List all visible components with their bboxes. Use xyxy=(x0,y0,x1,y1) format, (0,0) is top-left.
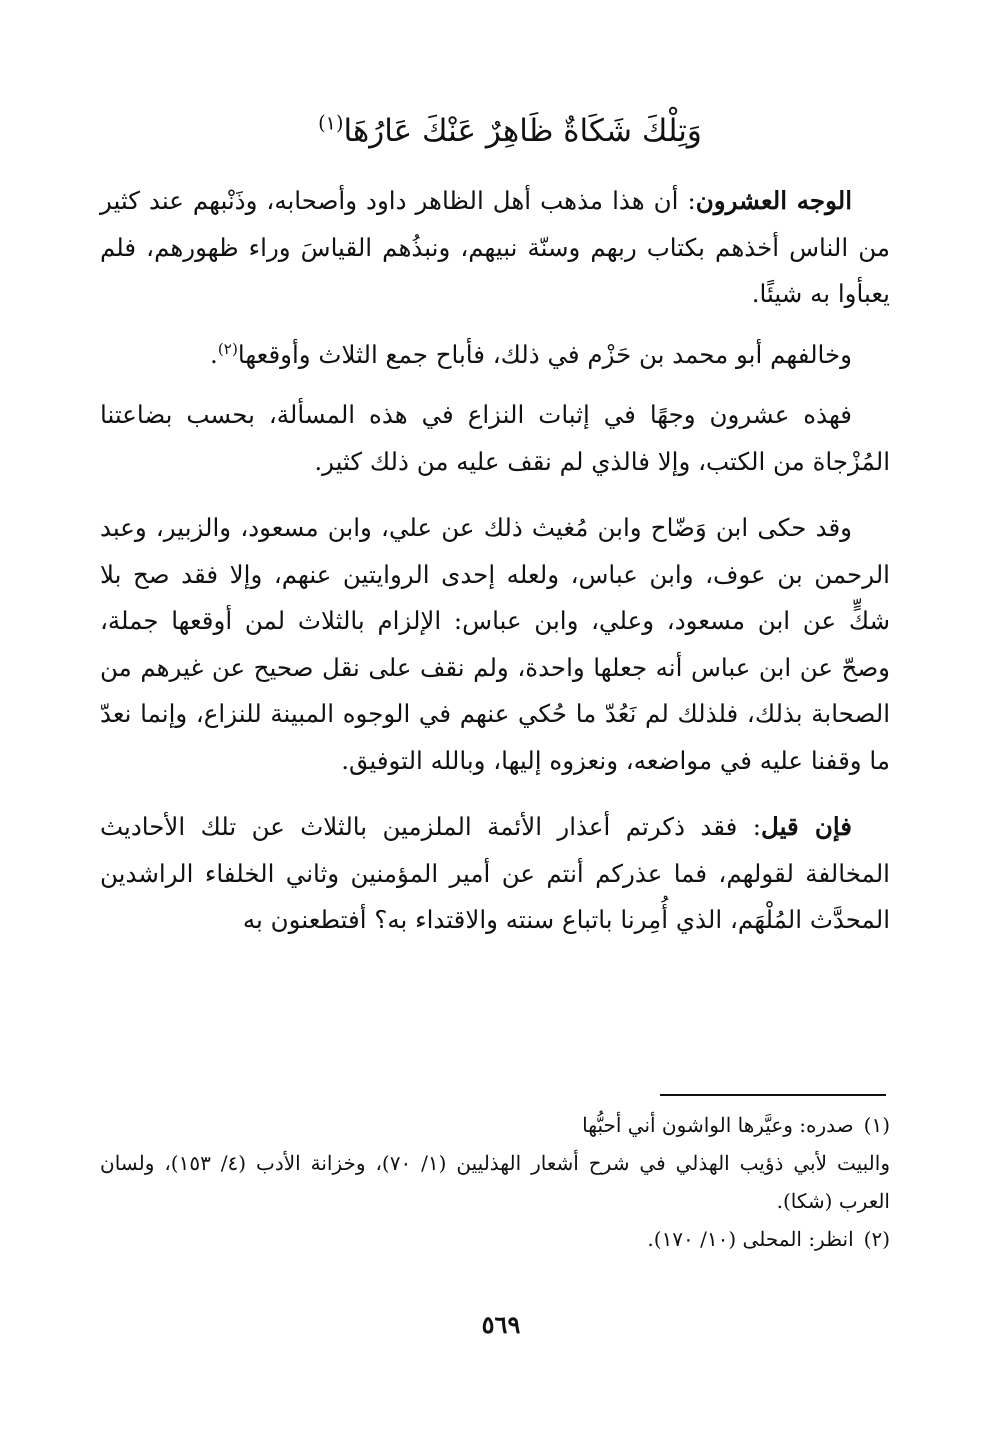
footnote-divider xyxy=(660,1094,886,1096)
paragraph-text: وقد حكى ابن وَضّاح وابن مُغيث ذلك عن علي، وابن مسعود، والزبير، وعبد الرحمن بن عوف، وابن عباس، ولعله إحدى الروايتين عنهم، وإلا فقد صح بلا شكٍّ عن ابن مسعود، وعلي، وابن عباس: الإلزام بالثلاث لمن أوقعها جملة، وصحّ عن ابن عباس أنه جعلها واحدة، ولم نقف على نقل صحيح عن غيرهم من الصحابة بذلك، فلذلك لم نَعُدّ ما حُكي عنهم في الوجوه المبينة للنزاع، وإنما نعدّ ما وقفنا عليه في مواضعه، ونعزوه إليها، وبالله التوفيق. xyxy=(100,513,890,775)
footnote-ref: (٢) xyxy=(217,339,238,358)
footnote-text: والبيت لأبي ذؤيب الهذلي في شرح أشعار الهذليين (١/ ٧٠)، وخزانة الأدب (٤/ ١٥٣)، ولسان العرب (شكا). xyxy=(100,1151,890,1213)
paragraph-twentieth-aspect xyxy=(100,178,890,318)
paragraph-twenty-aspects xyxy=(100,392,890,485)
footnote-number: (٢) xyxy=(863,1227,890,1251)
paragraph-lead: الوجه العشرون xyxy=(695,186,853,215)
verse-text: وَتِلْكَ شَكَاةٌ ظَاهِرٌ عَنْكَ عَارُهَا xyxy=(343,113,702,149)
main-text xyxy=(100,178,890,958)
paragraph-end: . xyxy=(210,339,218,369)
paragraph-text: فهذه عشرون وجهًا في إثبات النزاع في هذه المسألة، بحسب بضاعتنا المُزْجاة من الكتب، وإلا فالذي لم نقف عليه من ذلك كثير. xyxy=(100,400,890,476)
paragraph-text: : أن هذا مذهب أهل الظاهر داود وأصحابه، وذَنْبهم عند كثير من الناس أخذهم بكتاب ربهم وسنّة نبيهم، ونبذُهم القياسَ وراء ظهورهم، فلم يعبأوا به شيئًا. xyxy=(100,186,890,308)
paragraph-ibn-hazm xyxy=(100,332,890,379)
paragraph-text: : فقد ذكرتم أعذار الأئمة الملزمين بالثلاث عن تلك الأحاديث المخالفة لقولهم، فما عذركم أنتم عن أمير المؤمنين وثاني الخلفاء الراشدين المحدَّث المُلْهَم، الذي أُمِرنا باتباع سنته والاقتداء به؟ أفتطعنون به xyxy=(100,812,890,934)
footnote-number: (١) xyxy=(863,1113,890,1137)
paragraph-text: وخالفهم أبو محمد بن حَزْم في ذلك، فأباح جمع الثلاث وأوقعها xyxy=(237,339,852,369)
page-number: ٥٦٩ xyxy=(481,1310,521,1339)
footnote-text: انظر: المحلى (١٠/ ١٧٠). xyxy=(647,1227,854,1251)
paragraph-lead: فإن قيل xyxy=(761,812,852,841)
footnote-2 xyxy=(100,1220,890,1258)
footnotes xyxy=(100,1106,890,1258)
paragraph-objection xyxy=(100,804,890,944)
poetry-verse xyxy=(160,106,860,156)
footnote-1-continuation xyxy=(100,1144,890,1220)
footnote-text: صدره: وعيَّرها الواشون أني أحبُّها xyxy=(582,1113,854,1137)
verse-footnote-ref: (١) xyxy=(318,111,344,135)
paragraph-companions xyxy=(100,505,890,784)
footnote-1 xyxy=(100,1106,890,1144)
